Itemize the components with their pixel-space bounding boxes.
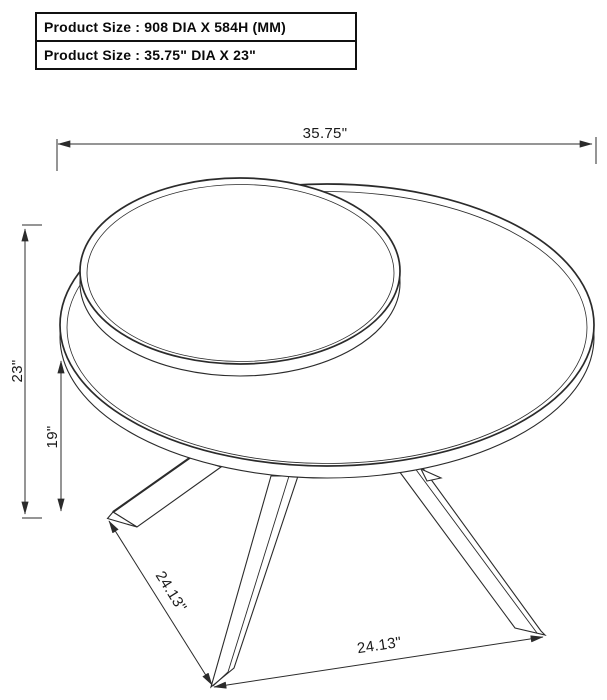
right-leg xyxy=(399,467,545,635)
table-legs xyxy=(108,457,546,687)
middle-leg-inner-edge xyxy=(228,476,289,672)
right-leg-inner-edge xyxy=(416,469,538,633)
leg-span-side-label: 24.13" xyxy=(151,568,190,616)
upper-tier-top xyxy=(80,178,400,376)
product-size-inch-label: Product Size : 35.75" DIA X 23" xyxy=(44,47,256,63)
overall-height-label: 23" xyxy=(9,359,26,383)
middle-leg xyxy=(211,476,298,687)
lower-top-height-label: 19" xyxy=(44,425,61,449)
product-size-mm-label: Product Size : 908 DIA X 584H (MM) xyxy=(44,19,286,35)
diameter-label: 35.75" xyxy=(302,125,348,142)
left-leg xyxy=(113,457,221,527)
leg-span-side-dimension-line xyxy=(109,521,212,685)
leg-span-front-label: 24.13" xyxy=(355,633,403,658)
upper-tier-surface xyxy=(80,178,400,364)
